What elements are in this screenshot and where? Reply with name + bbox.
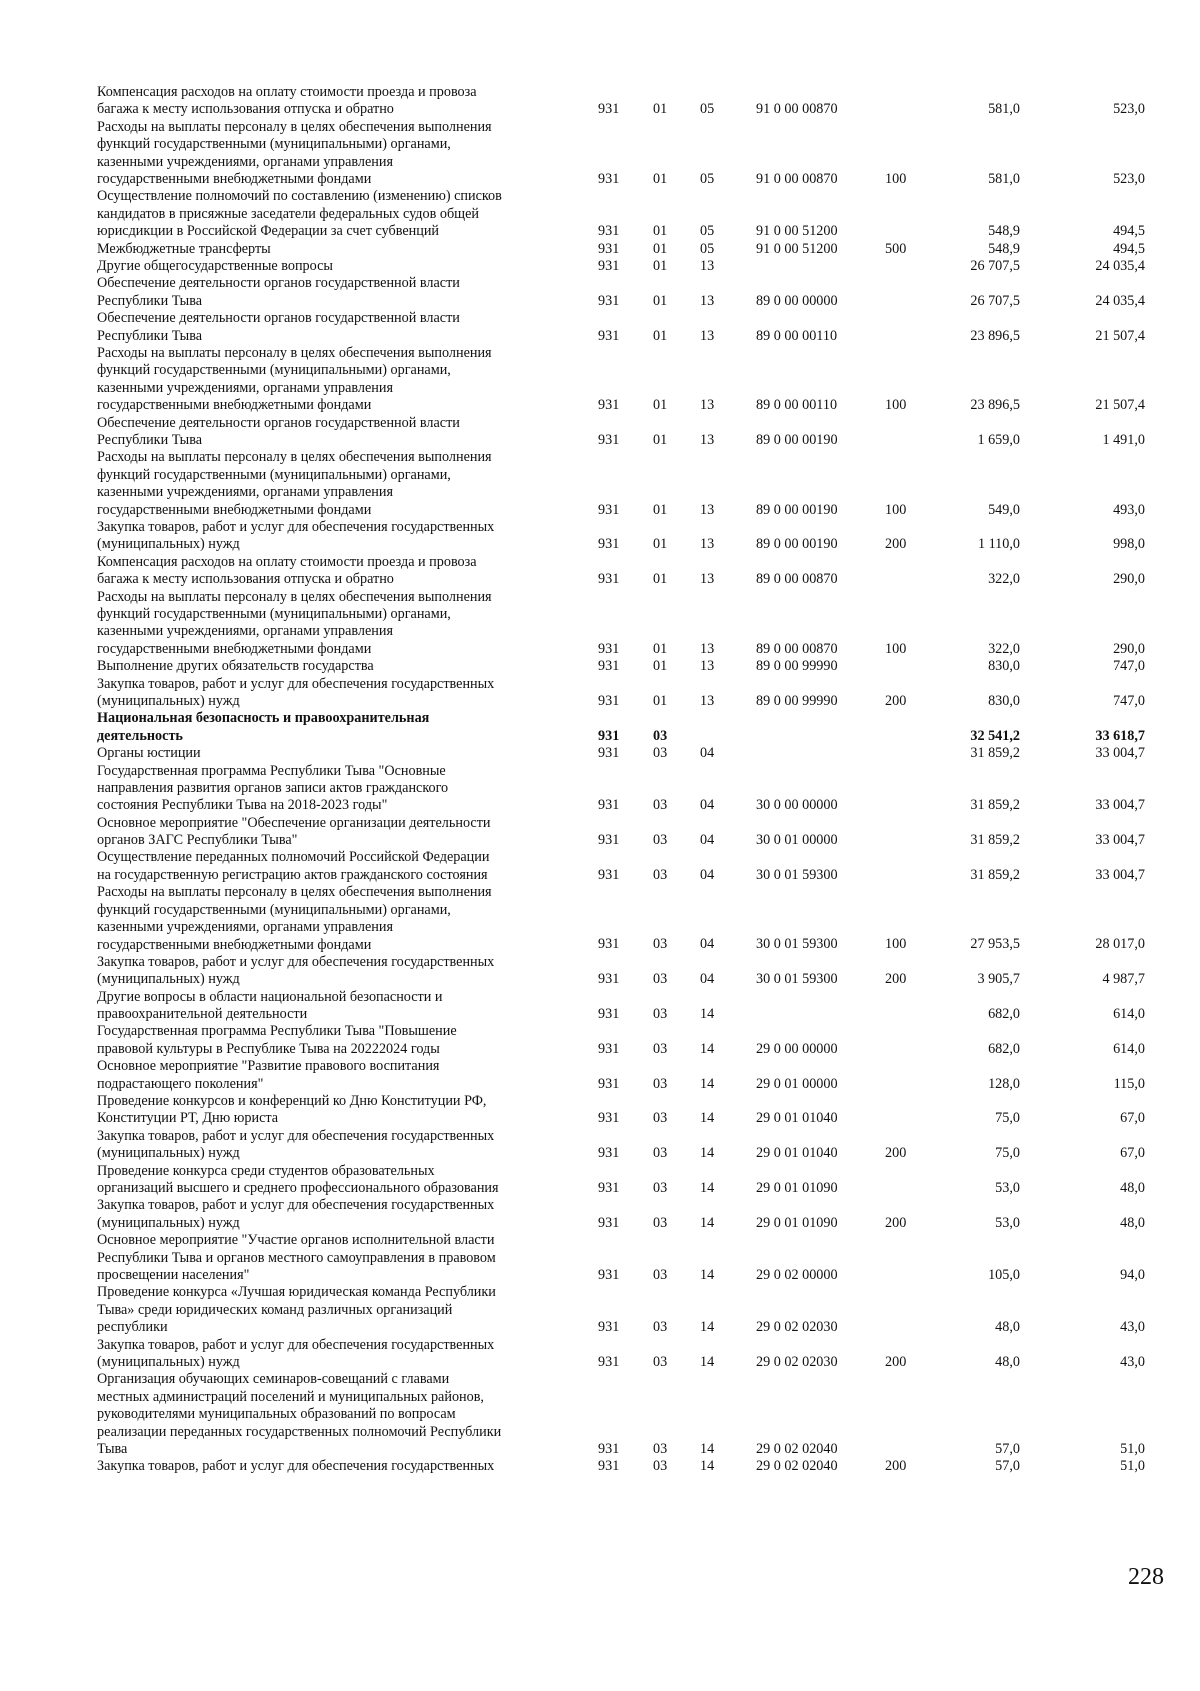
amount-year-2: 290,0 [1113, 571, 1145, 588]
row-name: Другие общегосударственные вопросы [97, 257, 333, 274]
amount-year-2: 493,0 [1113, 501, 1145, 518]
expense-type: 100 [885, 170, 907, 187]
subsection-code: 13 [700, 327, 715, 344]
admin-code: 931 [598, 936, 620, 953]
section-code: 03 [653, 797, 668, 814]
subsection-code: 14 [700, 1075, 715, 1092]
expense-type: 100 [885, 397, 907, 414]
section-code: 03 [653, 727, 668, 744]
amount-year-1: 548,9 [988, 240, 1020, 257]
row-name: Организация обучающих семинаров-совещаний с главами местных администраций поселений и муниципальных районов, руководителями муниципальных образований по вопросам реализации переданных государственных полномочий Республики Тыва [97, 1371, 502, 1458]
amount-year-2: 48,0 [1120, 1214, 1145, 1231]
amount-year-1: 830,0 [988, 658, 1020, 675]
row-name: Выполнение других обязательств государства [97, 658, 374, 675]
table-row [0, 815, 1200, 850]
table-row [0, 258, 1200, 275]
target-article: 91 0 00 51200 [756, 223, 838, 240]
amount-year-1: 57,0 [995, 1441, 1020, 1458]
target-article: 29 0 01 01090 [756, 1214, 838, 1231]
admin-code: 931 [598, 571, 620, 588]
subsection-code: 13 [700, 536, 715, 553]
admin-code: 931 [598, 1354, 620, 1371]
target-article: 89 0 00 00000 [756, 292, 838, 309]
amount-year-2: 4 987,7 [1102, 971, 1145, 988]
target-article: 89 0 00 00190 [756, 501, 838, 518]
section-code: 03 [653, 866, 668, 883]
target-article: 29 0 01 00000 [756, 1075, 838, 1092]
table-row [0, 658, 1200, 675]
section-code: 01 [653, 692, 668, 709]
amount-year-1: 31 859,2 [970, 797, 1020, 814]
table-row [0, 1284, 1200, 1336]
section-code: 01 [653, 327, 668, 344]
row-name: Расходы на выплаты персоналу в целях обеспечения выполнения функций государственными (муниципальными) органами, казенными учреждениями, органами управления государственными внебюджетными фондами [97, 884, 492, 953]
admin-code: 931 [598, 101, 620, 118]
row-name: Закупка товаров, работ и услуг для обеспечения государственных (муниципальных) нужд [97, 518, 495, 553]
amount-year-1: 1 659,0 [977, 431, 1020, 448]
section-code: 03 [653, 936, 668, 953]
subsection-code: 05 [700, 101, 715, 118]
admin-code: 931 [598, 832, 620, 849]
subsection-code: 05 [700, 170, 715, 187]
subsection-code: 14 [700, 1354, 715, 1371]
section-code: 01 [653, 257, 668, 274]
amount-year-2: 24 035,4 [1095, 257, 1145, 274]
expense-type: 200 [885, 1145, 907, 1162]
amount-year-2: 494,5 [1113, 240, 1145, 257]
target-article: 29 0 02 02030 [756, 1354, 838, 1371]
amount-year-1: 1 110,0 [977, 536, 1020, 553]
admin-code: 931 [598, 257, 620, 274]
subsection-code: 13 [700, 692, 715, 709]
subsection-code: 13 [700, 257, 715, 274]
target-article: 29 0 02 00000 [756, 1267, 838, 1284]
amount-year-1: 53,0 [995, 1180, 1020, 1197]
section-code: 01 [653, 536, 668, 553]
table-row [0, 1128, 1200, 1163]
admin-code: 931 [598, 745, 620, 762]
row-name: Закупка товаров, работ и услуг для обеспечения государственных (муниципальных) нужд [97, 953, 495, 988]
admin-code: 931 [598, 1040, 620, 1057]
section-code: 03 [653, 1267, 668, 1284]
section-code: 01 [653, 397, 668, 414]
subsection-code: 04 [700, 866, 715, 883]
amount-year-2: 51,0 [1120, 1441, 1145, 1458]
row-name: Компенсация расходов на оплату стоимости проезда и провоза багажа к месту использования отпуска и обратно [97, 553, 477, 588]
admin-code: 931 [598, 536, 620, 553]
target-article: 89 0 00 00870 [756, 640, 838, 657]
admin-code: 931 [598, 1180, 620, 1197]
admin-code: 931 [598, 397, 620, 414]
target-article: 30 0 01 59300 [756, 866, 838, 883]
row-name: Проведение конкурсов и конференций ко Дню Конституции РФ, Конституции РТ, Дню юриста [97, 1093, 487, 1127]
subsection-code: 05 [700, 223, 715, 240]
amount-year-1: 23 896,5 [970, 327, 1020, 344]
section-code: 03 [653, 1214, 668, 1231]
subsection-code: 05 [700, 240, 715, 257]
admin-code: 931 [598, 1110, 620, 1127]
amount-year-2: 115,0 [1113, 1075, 1145, 1092]
table-row [0, 1232, 1200, 1284]
amount-year-1: 581,0 [988, 101, 1020, 118]
amount-year-1: 53,0 [995, 1214, 1020, 1231]
subsection-code: 14 [700, 1006, 715, 1023]
amount-year-1: 322,0 [988, 571, 1020, 588]
expense-type: 100 [885, 501, 907, 518]
subsection-code: 14 [700, 1110, 715, 1127]
subsection-code: 14 [700, 1319, 715, 1336]
table-row [0, 415, 1200, 450]
admin-code: 931 [598, 1006, 620, 1023]
row-name: Закупка товаров, работ и услуг для обеспечения государственных (муниципальных) нужд [97, 1127, 495, 1162]
table-row [0, 763, 1200, 815]
amount-year-1: 31 859,2 [970, 832, 1020, 849]
subsection-code: 13 [700, 292, 715, 309]
subsection-code: 04 [700, 797, 715, 814]
table-row [0, 345, 1200, 415]
row-name: Обеспечение деятельности органов государственной власти Республики Тыва [97, 275, 460, 309]
admin-code: 931 [598, 866, 620, 883]
budget-table [0, 84, 1200, 1476]
subsection-code: 14 [700, 1458, 715, 1475]
amount-year-2: 21 507,4 [1095, 327, 1145, 344]
admin-code: 931 [598, 1267, 620, 1284]
amount-year-2: 21 507,4 [1095, 397, 1145, 414]
amount-year-1: 322,0 [988, 640, 1020, 657]
amount-year-2: 523,0 [1113, 101, 1145, 118]
section-code: 01 [653, 240, 668, 257]
amount-year-2: 494,5 [1113, 223, 1145, 240]
target-article: 29 0 00 00000 [756, 1040, 838, 1057]
row-name: Закупка товаров, работ и услуг для обеспечения государственных (муниципальных) нужд [97, 1336, 495, 1371]
row-name: Компенсация расходов на оплату стоимости проезда и провоза багажа к месту использования отпуска и обратно [97, 84, 477, 118]
table-row [0, 84, 1200, 119]
table-row [0, 241, 1200, 258]
amount-year-2: 67,0 [1120, 1145, 1145, 1162]
row-name: Государственная программа Республики Тыва "Основные направления развития органов записи актов гражданского состояния Республики Тыва на 2018-2023 годы" [97, 762, 449, 814]
row-name: Расходы на выплаты персоналу в целях обеспечения выполнения функций государственными (муниципальными) органами, казенными учреждениями, органами управления государственными внебюджетными фондами [97, 449, 492, 518]
amount-year-1: 27 953,5 [970, 936, 1020, 953]
amount-year-2: 747,0 [1113, 692, 1145, 709]
section-code: 03 [653, 1040, 668, 1057]
row-name: Основное мероприятие "Обеспечение организации деятельности органов ЗАГС Республики Тыва" [97, 814, 491, 849]
section-code: 01 [653, 571, 668, 588]
section-code: 01 [653, 431, 668, 448]
amount-year-1: 830,0 [988, 692, 1020, 709]
admin-code: 931 [598, 658, 620, 675]
target-article: 91 0 00 00870 [756, 170, 838, 187]
admin-code: 931 [598, 1458, 620, 1475]
target-article: 30 0 00 00000 [756, 797, 838, 814]
amount-year-2: 33 004,7 [1095, 797, 1145, 814]
section-code: 03 [653, 1441, 668, 1458]
table-row [0, 1371, 1200, 1458]
amount-year-1: 23 896,5 [970, 397, 1020, 414]
table-row [0, 745, 1200, 762]
expense-type: 200 [885, 536, 907, 553]
section-code: 03 [653, 971, 668, 988]
table-row [0, 554, 1200, 589]
table-row [0, 1337, 1200, 1372]
row-name: Расходы на выплаты персоналу в целях обеспечения выполнения функций государственными (муниципальными) органами, казенными учреждениями, органами управления государственными внебюджетными фондами [97, 118, 492, 188]
row-name: Государственная программа Республики Тыва "Повышение правовой культуры в Республике Тыва на 20222024 годы [97, 1023, 457, 1057]
section-code: 03 [653, 1319, 668, 1336]
expense-type: 200 [885, 1354, 907, 1371]
section-code: 03 [653, 1006, 668, 1023]
admin-code: 931 [598, 170, 620, 187]
section-code: 03 [653, 1180, 668, 1197]
row-name: Закупка товаров, работ и услуг для обеспечения государственных [97, 1458, 495, 1475]
section-code: 03 [653, 1110, 668, 1127]
target-article: 89 0 00 00190 [756, 431, 838, 448]
amount-year-1: 682,0 [988, 1040, 1020, 1057]
amount-year-2: 1 491,0 [1102, 431, 1145, 448]
row-name: Проведение конкурса среди студентов образовательных организаций высшего и среднего профессионального образования [97, 1162, 499, 1197]
expense-type: 200 [885, 1458, 907, 1475]
section-code: 01 [653, 101, 668, 118]
row-name: Основное мероприятие "Развитие правового воспитания подрастающего поколения" [97, 1058, 440, 1092]
target-article: 29 0 02 02030 [756, 1319, 838, 1336]
amount-year-1: 26 707,5 [970, 257, 1020, 274]
amount-year-1: 31 859,2 [970, 866, 1020, 883]
expense-type: 200 [885, 692, 907, 709]
subsection-code: 14 [700, 1145, 715, 1162]
row-name: Расходы на выплаты персоналу в целях обеспечения выполнения функций государственными (муниципальными) органами, казенными учреждениями, органами управления государственными внебюджетными фондами [97, 344, 492, 414]
amount-year-2: 614,0 [1113, 1040, 1145, 1057]
expense-type: 200 [885, 1214, 907, 1231]
amount-year-2: 43,0 [1120, 1319, 1145, 1336]
table-row [0, 849, 1200, 884]
section-code: 01 [653, 640, 668, 657]
table-row [0, 954, 1200, 989]
target-article: 30 0 01 00000 [756, 832, 838, 849]
expense-type: 100 [885, 936, 907, 953]
amount-year-1: 75,0 [995, 1110, 1020, 1127]
admin-code: 931 [598, 223, 620, 240]
subsection-code: 13 [700, 501, 715, 518]
row-name: Осуществление переданных полномочий Российской Федерации на государственную регистрацию актов гражданского состояния [97, 849, 490, 883]
amount-year-2: 67,0 [1120, 1110, 1145, 1127]
subsection-code: 14 [700, 1214, 715, 1231]
target-article: 29 0 01 01090 [756, 1180, 838, 1197]
row-name: Расходы на выплаты персоналу в целях обеспечения выполнения функций государственными (муниципальными) органами, казенными учреждениями, органами управления государственными внебюджетными фондами [97, 588, 492, 657]
subsection-code: 04 [700, 745, 715, 762]
amount-year-2: 94,0 [1120, 1267, 1145, 1284]
amount-year-2: 33 004,7 [1095, 866, 1145, 883]
amount-year-2: 43,0 [1120, 1354, 1145, 1371]
admin-code: 931 [598, 431, 620, 448]
row-name: Проведение конкурса «Лучшая юридическая команда Республики Тыва» среди юридических команд различных организаций республики [97, 1284, 496, 1336]
subsection-code: 13 [700, 431, 715, 448]
row-name: Закупка товаров, работ и услуг для обеспечения государственных (муниципальных) нужд [97, 1197, 495, 1231]
row-name: Осуществление полномочий по составлению (изменению) списков кандидатов в присяжные заседатели федеральных судов общей юрисдикции в Российской Федерации за счет субвенций [97, 188, 502, 240]
subsection-code: 14 [700, 1180, 715, 1197]
section-code: 01 [653, 292, 668, 309]
section-code: 01 [653, 501, 668, 518]
subsection-code: 04 [700, 832, 715, 849]
subsection-code: 13 [700, 397, 715, 414]
amount-year-1: 128,0 [988, 1075, 1020, 1092]
table-row [0, 1458, 1200, 1475]
admin-code: 931 [598, 971, 620, 988]
target-article: 30 0 01 59300 [756, 936, 838, 953]
amount-year-1: 3 905,7 [977, 971, 1020, 988]
subsection-code: 13 [700, 640, 715, 657]
admin-code: 931 [598, 1145, 620, 1162]
amount-year-1: 682,0 [988, 1006, 1020, 1023]
amount-year-1: 548,9 [988, 223, 1020, 240]
expense-type: 200 [885, 971, 907, 988]
section-code: 03 [653, 1145, 668, 1162]
subsection-code: 13 [700, 658, 715, 675]
target-article: 89 0 00 00870 [756, 571, 838, 588]
table-row [0, 275, 1200, 310]
target-article: 89 0 00 00190 [756, 536, 838, 553]
table-row [0, 1197, 1200, 1232]
section-code: 03 [653, 832, 668, 849]
amount-year-2: 614,0 [1113, 1006, 1145, 1023]
admin-code: 931 [598, 640, 620, 657]
amount-year-1: 26 707,5 [970, 292, 1020, 309]
amount-year-1: 549,0 [988, 501, 1020, 518]
target-article: 89 0 00 00110 [756, 397, 838, 414]
table-row [0, 119, 1200, 189]
row-name: Межбюджетные трансферты [97, 240, 271, 257]
row-name: Органы юстиции [97, 745, 201, 762]
row-name: Закупка товаров, работ и услуг для обеспечения государственных (муниципальных) нужд [97, 675, 495, 709]
amount-year-2: 24 035,4 [1095, 292, 1145, 309]
admin-code: 931 [598, 1319, 620, 1336]
admin-code: 931 [598, 1075, 620, 1092]
table-row [0, 589, 1200, 659]
admin-code: 931 [598, 1441, 620, 1458]
target-article: 89 0 00 00110 [756, 327, 838, 344]
amount-year-1: 75,0 [995, 1145, 1020, 1162]
target-article: 91 0 00 00870 [756, 101, 838, 118]
target-article: 30 0 01 59300 [756, 971, 838, 988]
table-row [0, 1163, 1200, 1198]
table-row [0, 1023, 1200, 1058]
section-code: 01 [653, 170, 668, 187]
expense-type: 500 [885, 240, 907, 257]
expense-type: 100 [885, 640, 907, 657]
section-code: 03 [653, 1075, 668, 1092]
subsection-code: 04 [700, 936, 715, 953]
admin-code: 931 [598, 727, 620, 744]
admin-code: 931 [598, 501, 620, 518]
amount-year-2: 998,0 [1113, 536, 1145, 553]
table-row [0, 989, 1200, 1024]
section-code: 01 [653, 223, 668, 240]
table-row [0, 676, 1200, 711]
amount-year-2: 51,0 [1120, 1458, 1145, 1475]
target-article: 29 0 01 01040 [756, 1145, 838, 1162]
target-article: 89 0 00 99990 [756, 658, 838, 675]
subsection-code: 13 [700, 571, 715, 588]
amount-year-2: 48,0 [1120, 1180, 1145, 1197]
amount-year-2: 33 004,7 [1095, 832, 1145, 849]
admin-code: 931 [598, 1214, 620, 1231]
section-code: 01 [653, 658, 668, 675]
admin-code: 931 [598, 240, 620, 257]
table-row [0, 1093, 1200, 1128]
amount-year-2: 28 017,0 [1095, 936, 1145, 953]
row-name: Другие вопросы в области национальной безопасности и правоохранительной деятельности [97, 988, 443, 1023]
amount-year-2: 33 618,7 [1095, 727, 1145, 744]
table-row [0, 188, 1200, 240]
target-article: 91 0 00 51200 [756, 240, 838, 257]
section-code: 03 [653, 1354, 668, 1371]
admin-code: 931 [598, 292, 620, 309]
amount-year-1: 105,0 [988, 1267, 1020, 1284]
subsection-code: 14 [700, 1040, 715, 1057]
row-name: Национальная безопасность и правоохранительная деятельность [97, 710, 430, 744]
target-article: 29 0 01 01040 [756, 1110, 838, 1127]
target-article: 29 0 02 02040 [756, 1458, 838, 1475]
section-code: 03 [653, 1458, 668, 1475]
subsection-code: 14 [700, 1267, 715, 1284]
table-row [0, 884, 1200, 954]
amount-year-1: 48,0 [995, 1319, 1020, 1336]
table-row [0, 1058, 1200, 1093]
admin-code: 931 [598, 797, 620, 814]
amount-year-1: 581,0 [988, 170, 1020, 187]
table-row [0, 449, 1200, 519]
row-name: Обеспечение деятельности органов государственной власти Республики Тыва [97, 310, 460, 344]
amount-year-1: 32 541,2 [970, 727, 1020, 744]
subsection-code: 04 [700, 971, 715, 988]
target-article: 89 0 00 99990 [756, 692, 838, 709]
amount-year-2: 747,0 [1113, 658, 1145, 675]
admin-code: 931 [598, 327, 620, 344]
table-row [0, 519, 1200, 554]
amount-year-1: 57,0 [995, 1458, 1020, 1475]
section-code: 03 [653, 745, 668, 762]
target-article: 29 0 02 02040 [756, 1441, 838, 1458]
subsection-code: 14 [700, 1441, 715, 1458]
table-row [0, 310, 1200, 345]
amount-year-1: 31 859,2 [970, 745, 1020, 762]
amount-year-2: 290,0 [1113, 640, 1145, 657]
row-name: Основное мероприятие "Участие органов исполнительной власти Республики Тыва и органов местного самоуправления в правовом просвещении населения" [97, 1232, 496, 1284]
amount-year-2: 523,0 [1113, 170, 1145, 187]
table-row [0, 710, 1200, 745]
amount-year-2: 33 004,7 [1095, 745, 1145, 762]
row-name: Обеспечение деятельности органов государственной власти Республики Тыва [97, 414, 460, 448]
amount-year-1: 48,0 [995, 1354, 1020, 1371]
page-number: 228 [1128, 1564, 1164, 1590]
admin-code: 931 [598, 692, 620, 709]
